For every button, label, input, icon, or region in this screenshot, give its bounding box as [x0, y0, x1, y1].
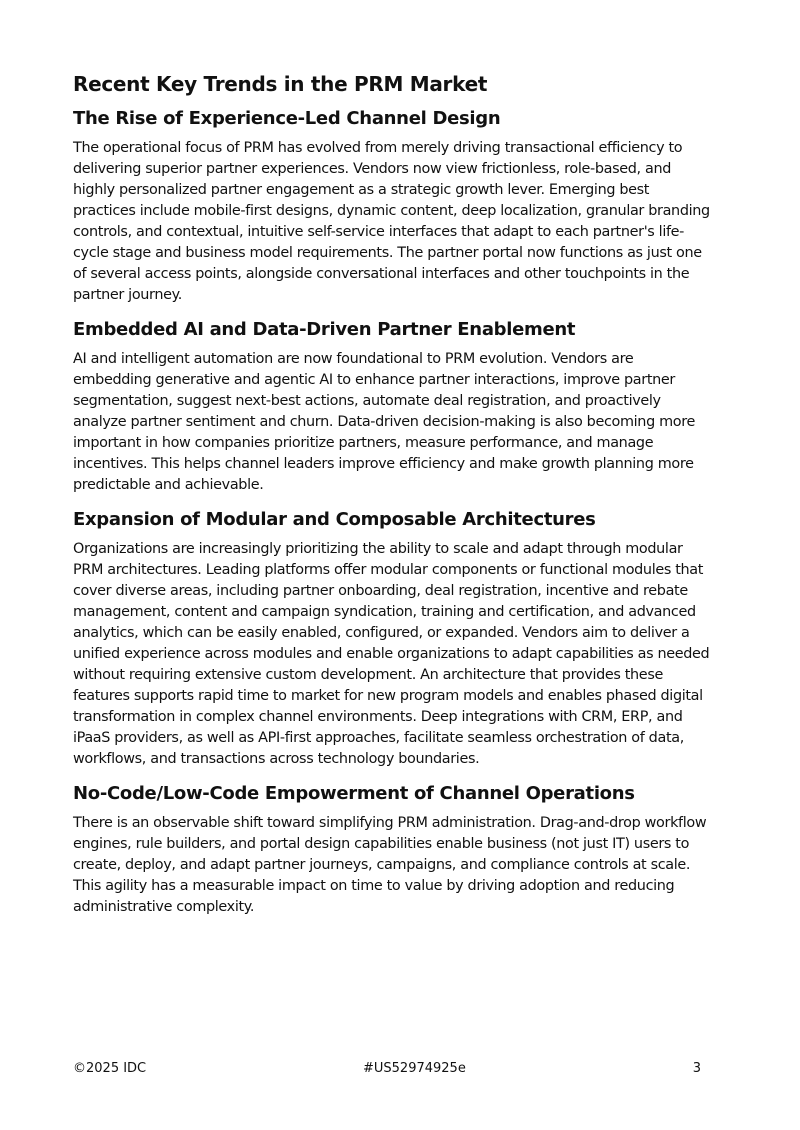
section-modular-architectures: [73, 507, 713, 770]
section-experience-led-design: [73, 106, 713, 306]
section-body: Organizations are increasingly prioritizing the ability to scale and adapt through modular PRM architectures. Leading platforms offer modular components or functional modules that cover diverse areas, including partner onboarding, deal registration, incentive and rebate management, content and campaign syndication, training and certification, and advanced analytics, which can be easily enabled, configured, or expanded. Vendors aim to deliver a unified experience across modules and enable organizations to adapt capabilities as needed without requiring extensive custom development. An architecture that provides these features supports rapid time to market for new program models and enables phased digital transformation in complex channel environments. Deep integrations with CRM, ERP, and iPaaS providers, as well as API-first approaches, facilitate seamless orchestration of data, workflows, and transactions across technology boundaries.: [73, 541, 710, 767]
section-heading: The Rise of Experience-Led Channel Design: [73, 108, 501, 129]
section-heading: No-Code/Low-Code Empowerment of Channel Operations: [73, 783, 635, 804]
page-title: Recent Key Trends in the PRM Market: [73, 72, 488, 96]
footer-doc-id: #US52974925e: [363, 1061, 466, 1076]
footer-page-number: 3: [692, 1061, 701, 1076]
footer-copyright: ©2025 IDC: [73, 1061, 147, 1076]
section-heading: Expansion of Modular and Composable Architectures: [73, 509, 596, 530]
section-no-code-low-code: [73, 781, 713, 918]
section-embedded-ai: [73, 317, 713, 496]
section-body: AI and intelligent automation are now foundational to PRM evolution. Vendors are embedding generative and agentic AI to enhance partner interactions, improve partner segmentation, suggest next-best actions, automate deal registration, and proactively analyze partner sentiment and churn. Data-driven decision-making is also becoming more important in how companies prioritize partners, measure performance, and manage incentives. This helps channel leaders improve efficiency and make growth planning more predictable and achievable.: [73, 351, 695, 493]
section-heading: Embedded AI and Data-Driven Partner Enablement: [73, 319, 576, 340]
section-body: The operational focus of PRM has evolved from merely driving transactional efficiency to delivering superior partner experiences. Vendors now view frictionless, role-based, and highly personalized partner engagement as a strategic growth lever. Emerging best practices include mobile-first designs, dynamic content, deep localization, granular branding controls, and contextual, intuitive self-service interfaces that adapt to each partner's life-cycle stage and business model requirements. The partner portal now functions as just one of several access points, alongside conversational interfaces and other touchpoints in the partner journey.: [73, 140, 710, 303]
section-body: There is an observable shift toward simplifying PRM administration. Drag-and-drop workflow engines, rule builders, and portal design capabilities enable business (not just IT) users to create, deploy, and adapt partner journeys, campaigns, and compliance controls at scale. This agility has a measurable impact on time to value by driving adoption and reducing administrative complexity.: [73, 815, 707, 915]
page-footer: [73, 1061, 701, 1079]
document-page: [73, 70, 713, 929]
